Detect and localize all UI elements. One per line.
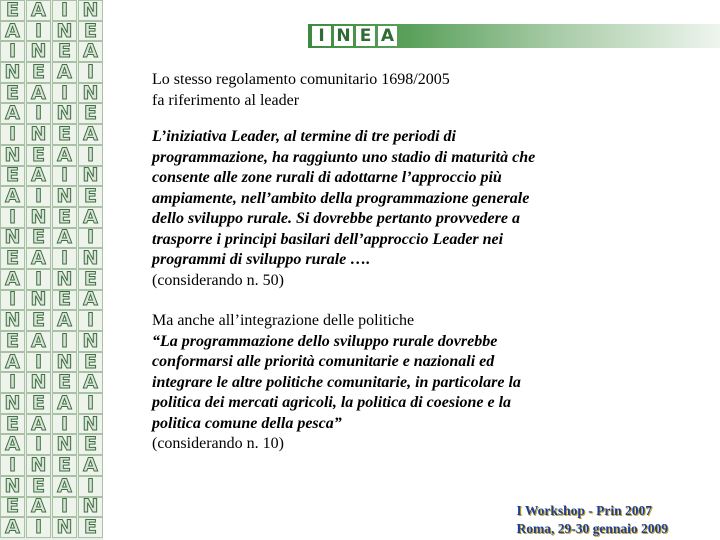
mosaic-tile: A xyxy=(0,103,25,124)
quote-line: politica comune della pesca” xyxy=(152,414,342,432)
mosaic-tile: A xyxy=(0,269,25,290)
mosaic-tile: I xyxy=(26,103,51,124)
slide-content xyxy=(152,70,592,455)
mosaic-tile: A xyxy=(26,83,51,104)
mosaic-tile: I xyxy=(26,269,51,290)
mosaic-tile: N xyxy=(26,124,51,145)
mosaic-tile: E xyxy=(0,497,25,518)
mosaic-tile: N xyxy=(52,434,77,455)
logo-letter: A xyxy=(378,26,397,46)
mosaic-tile: E xyxy=(52,455,77,476)
mosaic-tile: E xyxy=(78,103,103,124)
mosaic-tile: A xyxy=(52,62,77,83)
mosaic-tile: N xyxy=(78,0,103,21)
mosaic-tile: A xyxy=(78,455,103,476)
mosaic-tile: N xyxy=(78,497,103,518)
mosaic-tile: E xyxy=(0,331,25,352)
mosaic-tile: I xyxy=(78,228,103,249)
mosaic-tile: A xyxy=(78,124,103,145)
mosaic-tile: E xyxy=(0,248,25,269)
mosaic-tile: N xyxy=(52,103,77,124)
mosaic-tile: E xyxy=(52,41,77,62)
mosaic-tile: A xyxy=(26,0,51,21)
mosaic-tile: I xyxy=(0,41,25,62)
mosaic-tile: A xyxy=(0,352,25,373)
mosaic-tile: A xyxy=(52,476,77,497)
mosaic-tile: I xyxy=(52,248,77,269)
footer-caption xyxy=(517,502,669,538)
mosaic-tile: E xyxy=(52,290,77,311)
mosaic-tile: I xyxy=(78,62,103,83)
mosaic-tile: I xyxy=(26,517,51,538)
intro-line: fa riferimento al leader xyxy=(152,91,300,109)
mosaic-tile: I xyxy=(52,0,77,21)
mosaic-tile: A xyxy=(0,186,25,207)
mosaic-tile: N xyxy=(26,372,51,393)
quote-line: L’iniziativa Leader, al termine di tre periodi di xyxy=(152,128,456,145)
mosaic-tile: I xyxy=(0,124,25,145)
quote-block-integration xyxy=(152,311,592,455)
mosaic-tile: N xyxy=(26,290,51,311)
mosaic-tile: N xyxy=(52,186,77,207)
footer-date: Roma, 29-30 gennaio 2009 xyxy=(516,521,668,536)
mosaic-tile: E xyxy=(78,186,103,207)
quote-line: politica dei mercati agricoli, la politica di coesione e la xyxy=(152,394,512,411)
decorative-mosaic-strip xyxy=(0,0,103,540)
mosaic-tile: I xyxy=(26,186,51,207)
mosaic-tile: A xyxy=(52,145,77,166)
mosaic-tile: E xyxy=(0,166,25,187)
mosaic-tile: E xyxy=(26,393,51,414)
mosaic-tile: A xyxy=(0,21,25,42)
mosaic-tile: A xyxy=(26,331,51,352)
mosaic-tile: I xyxy=(26,352,51,373)
mosaic-tile: A xyxy=(78,207,103,228)
mosaic-tile: E xyxy=(26,310,51,331)
mosaic-tile: A xyxy=(26,414,51,435)
mosaic-tile: E xyxy=(78,352,103,373)
mosaic-tile: E xyxy=(78,434,103,455)
mosaic-tile: E xyxy=(26,145,51,166)
quote-block-leader xyxy=(152,127,592,291)
mosaic-tile: A xyxy=(52,393,77,414)
mosaic-tile: A xyxy=(26,166,51,187)
mosaic-tile: I xyxy=(52,83,77,104)
mosaic-tile: A xyxy=(26,248,51,269)
quote-line: programmazione, ha raggiunto uno stadio di maturità che xyxy=(152,148,536,166)
mosaic-tile: E xyxy=(78,21,103,42)
mosaic-tile: I xyxy=(78,310,103,331)
mosaic-tile: E xyxy=(0,0,25,21)
mosaic-tile: E xyxy=(0,414,25,435)
mosaic-tile: A xyxy=(26,497,51,518)
mosaic-tile: I xyxy=(0,372,25,393)
mosaic-tile: E xyxy=(26,476,51,497)
logo-letter: I xyxy=(312,26,331,46)
quote-line: consente alle zone rurali di adottarne l’approccio più xyxy=(152,169,502,186)
mosaic-tile: A xyxy=(0,517,25,538)
mosaic-tile: I xyxy=(52,166,77,187)
mosaic-tile: A xyxy=(78,290,103,311)
mosaic-tile: I xyxy=(78,145,103,166)
mosaic-tile: I xyxy=(26,434,51,455)
quote-reference: (considerando n. 10) xyxy=(152,435,284,452)
mosaic-tile: I xyxy=(52,414,77,435)
mosaic-tile: N xyxy=(78,166,103,187)
mosaic-tile: N xyxy=(0,228,25,249)
logo-bar xyxy=(308,24,720,48)
quote-line: programmi di sviluppo rurale …. xyxy=(152,251,371,268)
mosaic-tile: N xyxy=(0,310,25,331)
mosaic-tile: N xyxy=(52,352,77,373)
mosaic-tile: E xyxy=(52,207,77,228)
mosaic-tile: N xyxy=(78,83,103,104)
quote-heading: Ma anche all’integrazione delle politiche xyxy=(152,312,415,329)
mosaic-tile: I xyxy=(78,393,103,414)
mosaic-tile: N xyxy=(0,476,25,497)
mosaic-tile: A xyxy=(52,228,77,249)
mosaic-tile: A xyxy=(0,434,25,455)
mosaic-tile: N xyxy=(78,414,103,435)
logo-letter: E xyxy=(356,26,375,46)
mosaic-tile: I xyxy=(0,207,25,228)
mosaic-tile: N xyxy=(26,207,51,228)
mosaic-tile: A xyxy=(78,41,103,62)
quote-line: “La programmazione dello sviluppo rurale dovrebbe xyxy=(152,332,498,350)
mosaic-tile: I xyxy=(0,290,25,311)
mosaic-tile: I xyxy=(78,476,103,497)
mosaic-tile: E xyxy=(52,372,77,393)
mosaic-tile: E xyxy=(78,517,103,538)
mosaic-tile: E xyxy=(26,62,51,83)
mosaic-tile: I xyxy=(52,331,77,352)
quote-line: conformarsi alle priorità comunitarie e nazionali ed xyxy=(152,353,495,370)
quote-line: dello sviluppo rurale. Si dovrebbe pertanto provvedere a xyxy=(152,210,520,227)
mosaic-tile: N xyxy=(52,21,77,42)
mosaic-tile: N xyxy=(52,269,77,290)
mosaic-tile: A xyxy=(78,372,103,393)
footer-workshop: I Workshop - Prin 2007 xyxy=(516,503,653,518)
mosaic-tile: N xyxy=(52,517,77,538)
quote-line: ampiamente, nell’ambito della programmazione generale xyxy=(152,189,530,207)
mosaic-tile: A xyxy=(52,310,77,331)
mosaic-tile: N xyxy=(78,331,103,352)
mosaic-tile: N xyxy=(78,248,103,269)
inea-logo xyxy=(312,24,400,48)
intro-line: Lo stesso regolamento comunitario 1698/2005 xyxy=(152,71,450,88)
mosaic-tile: E xyxy=(52,124,77,145)
intro-block xyxy=(152,70,592,111)
logo-letter: N xyxy=(334,26,353,46)
mosaic-tile: N xyxy=(0,393,25,414)
mosaic-tile: I xyxy=(52,497,77,518)
quote-line: integrare le altre politiche comunitarie, in particolare la xyxy=(152,373,521,391)
mosaic-tile: I xyxy=(0,455,25,476)
quote-line: trasporre i principi basilari dell’approccio Leader nei xyxy=(152,230,504,248)
mosaic-tile: E xyxy=(78,269,103,290)
mosaic-tile: N xyxy=(0,62,25,83)
mosaic-tile: N xyxy=(0,145,25,166)
quote-reference: (considerando n. 50) xyxy=(152,271,284,289)
mosaic-tile: E xyxy=(0,83,25,104)
mosaic-tile: N xyxy=(26,455,51,476)
mosaic-tile: I xyxy=(26,21,51,42)
mosaic-tile: E xyxy=(26,228,51,249)
mosaic-tile: N xyxy=(26,41,51,62)
